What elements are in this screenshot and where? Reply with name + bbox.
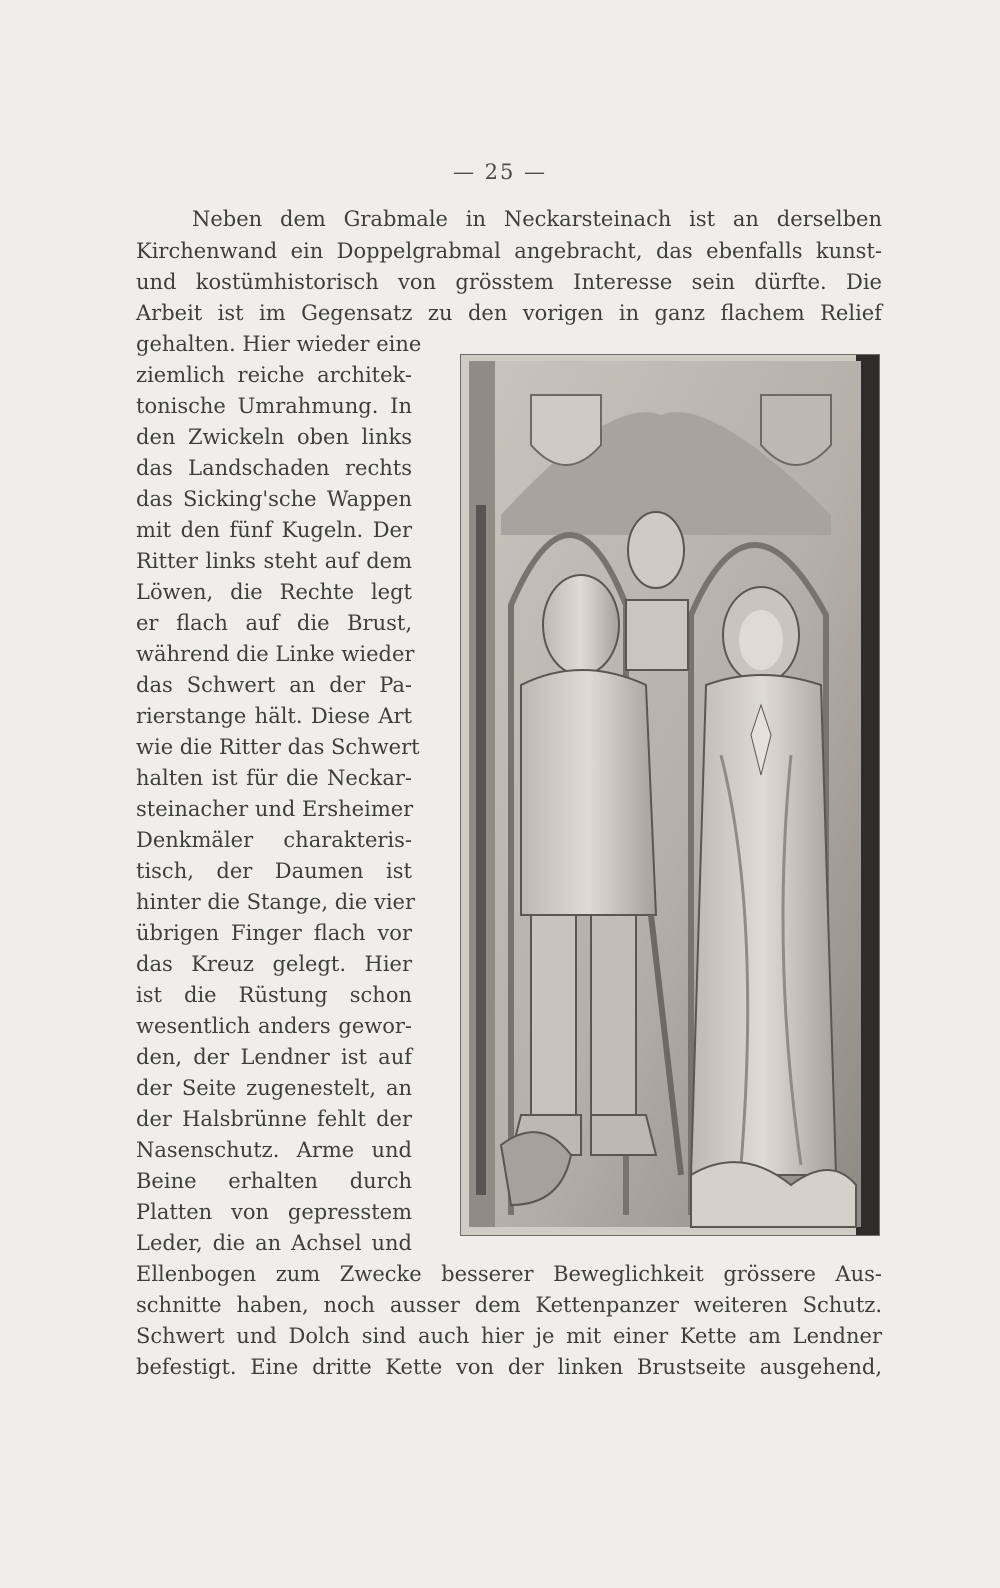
text-line: das Kreuz gelegt. Hier	[136, 952, 412, 976]
text-line: Ellenbogen zum Zwecke besserer Beweglichkeit grössere Aus-	[136, 1262, 882, 1286]
text-line: steinacher und Ersheimer	[136, 797, 414, 821]
coat-of-arms-left	[531, 395, 601, 465]
text-line: während die Linke wieder	[136, 642, 415, 666]
text-line: das Sicking'sche Wappen	[136, 487, 412, 511]
text-line: Neben dem Grabmale in Neckarsteinach ist an derselben	[192, 207, 882, 231]
text-line: wie die Ritter das Schwert	[136, 735, 420, 759]
text-line: tonische Umrahmung. In	[136, 394, 412, 418]
text-line: der Seite zugenestelt, an	[136, 1076, 412, 1100]
tomb-relief-illustration	[461, 355, 879, 1235]
text-line: den Zwickeln oben links	[136, 425, 412, 449]
text-line: Denkmäler charakteris-	[136, 828, 412, 852]
text-line: tisch, der Daumen ist	[136, 859, 412, 883]
text-line: den, der Lendner ist auf	[136, 1045, 412, 1069]
text-line: wesentlich anders gewor-	[136, 1014, 412, 1038]
crest-helm	[626, 600, 688, 670]
text-line: Löwen, die Rechte legt	[136, 580, 412, 604]
text-line: der Halsbrünne fehlt der	[136, 1107, 412, 1131]
tomb-relief-photo	[460, 354, 880, 1236]
text-line: Arbeit ist im Gegensatz zu den vorigen in ganz flachem Relief	[136, 301, 882, 325]
page-number: — 25 —	[452, 160, 548, 184]
text-line: Kirchenwand ein Doppelgrabmal angebracht, das ebenfalls kunst-	[136, 239, 882, 263]
text-line: halten ist für die Neckar-	[136, 766, 412, 790]
text-line: Leder, die an Achsel und	[136, 1231, 412, 1255]
text-line: Beine erhalten durch	[136, 1169, 412, 1193]
text-line: ziemlich reiche architek-	[136, 363, 412, 387]
text-line: mit den fünf Kugeln. Der	[136, 518, 412, 542]
crest-head	[628, 512, 684, 588]
inscription-band	[476, 505, 486, 1195]
text-line: Platten von gepresstem	[136, 1200, 412, 1224]
text-line: gehalten. Hier wieder eine	[136, 332, 422, 356]
text-line: ist die Rüstung schon	[136, 983, 412, 1007]
text-line: Schwert und Dolch sind auch hier je mit einer Kette am Lendner	[136, 1324, 882, 1348]
text-line: und kostümhistorisch von grösstem Interesse sein dürfte. Die	[136, 270, 882, 294]
text-line: befestigt. Eine dritte Kette von der linken Brustseite ausgehend,	[136, 1355, 882, 1379]
text-line: übrigen Finger flach vor	[136, 921, 412, 945]
text-line: das Schwert an der Pa-	[136, 673, 412, 697]
text-line: Ritter links steht auf dem	[136, 549, 412, 573]
text-line: er flach auf die Brust,	[136, 611, 412, 635]
text-line: das Landschaden rechts	[136, 456, 412, 480]
text-line: Nasenschutz. Arme und	[136, 1138, 412, 1162]
text-line: rierstange hält. Diese Art	[136, 704, 412, 728]
text-line: hinter die Stange, die vier	[136, 890, 416, 914]
coat-of-arms-right	[761, 395, 831, 465]
text-line: schnitte haben, noch ausser dem Kettenpanzer weiteren Schutz.	[136, 1293, 882, 1317]
